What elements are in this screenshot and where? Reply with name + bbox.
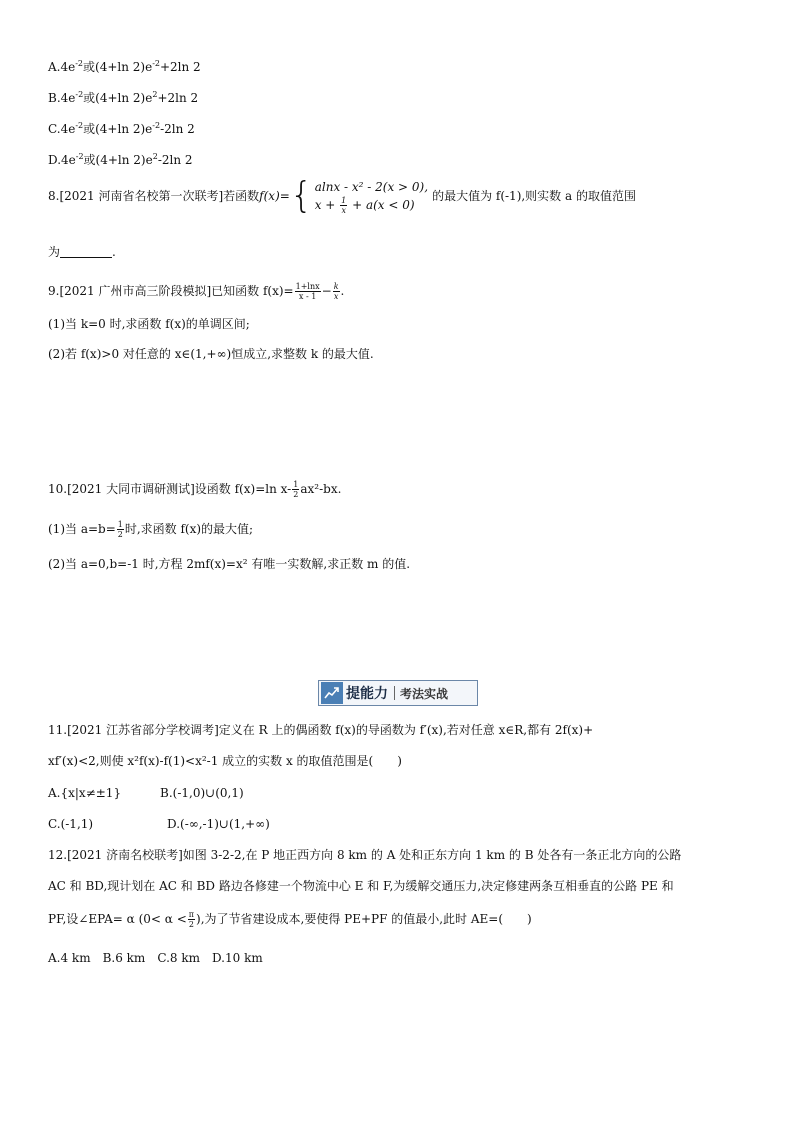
question-12-line-2: AC 和 BD,现计划在 AC 和 BD 路边各修建一个物流中心 E 和 F,为缓解交通压力,决定修建两条互相垂直的公路 PE 和 (48, 879, 674, 893)
banner-subtitle: 考法实战 (400, 686, 449, 701)
question-11-line-2: xf′(x)<2,则使 x²f(x)-f(1)<x²-1 成立的实数 x 的取值范围是( ) (48, 754, 402, 768)
banner-divider (394, 686, 395, 700)
option-11a: A.{x|x≠±1} (48, 786, 122, 800)
question-8-line-2: 为 . (48, 245, 116, 259)
option-7d: $D.4e^{-2}$或(4+ln $2)e^2-2\ln$ 2 (48, 152, 193, 167)
question-11-line-1: 11.[2021 江苏省部分学校调考]定义在 R 上的偶函数 f(x)的导函数为 f′(x),若对任意 x∈R,都有 2f(x)+ (48, 723, 594, 737)
chart-icon (321, 682, 343, 704)
option-11c: C.(-1,1) (48, 817, 94, 831)
question-12-line-3: PF,设∠EPA= α (0< α < $\frac{\pi}{2}$ ),为了节省建设成本,要使得 PE+PF 的值最小,此时 AE=( ) (48, 910, 532, 929)
piecewise-case-2: x + $\frac{1}{x}$ + a(x < 0) (314, 195, 415, 215)
question-10: 10.[2021 大同市调研测试]设函数 f(x)=ln x- $\frac{1}{2}$ ax²-bx. (48, 480, 342, 499)
question-12-options: A.4 km B.6 km C.8 km D.10 km (48, 951, 263, 965)
option-7a: $A.4e^{-2}$或(4+ln $2)e^{-2}+2\ln$ 2 (48, 59, 201, 74)
question-9-part-1: (1)当 k=0 时,求函数 f(x)的单调区间; (48, 317, 250, 331)
question-10-part-2: (2)当 a=0,b=-1 时,方程 2mf(x)=x² 有唯一实数解,求正数 m 的值. (48, 557, 411, 571)
piecewise-case-1: alnx - x² - 2(x > 0), (314, 179, 429, 194)
question-9-part-2: (2)若 f(x)>0 对任意的 x∈(1,+∞)恒成立,求整数 k 的最大值. (48, 347, 374, 361)
option-7b: $B.4e^{-2}$或(4+ln $2)e^2+2\ln$ 2 (48, 90, 199, 105)
question-8: 8.[2021 河南省名校第一次联考]若函数 f(x)= { alnx - x² - 2(x > 0), x + $\frac{1}{x}$ + a(x < 0) 的最大值为 f(-1),则实数 a 的取值范围 (48, 175, 636, 216)
option-11b: B.(-1,0)∪(0,1) (160, 786, 244, 800)
piecewise-function: { alnx - x² - 2(x > 0), x + $\frac{1}{x}$ + a(x < 0) (289, 175, 429, 216)
banner-title: 提能力 (346, 686, 388, 702)
option-11d: D.(-∞,-1)∪(1,+∞) (167, 817, 270, 831)
question-12-line-1: 12.[2021 济南名校联考]如图 3-2-2,在 P 地正西方向 8 km 的 A 处和正东方向 1 km 的 B 处各有一条正北方向的公路 (48, 848, 682, 862)
answer-blank (60, 245, 112, 258)
question-9: 9.[2021 广州市高三阶段模拟]已知函数 f(x)= $\frac{1+\ln x}{x - 1}$ − $\frac{k}{x}$ . (48, 282, 345, 301)
question-10-part-1: (1)当 a=b= $\frac{1}{2}$ 时,求函数 f(x)的最大值; (48, 520, 254, 539)
option-7c: $C.4e^{-2}$或(4+ln $2)e^{-2}-2\ln$ 2 (48, 121, 195, 136)
section-banner (318, 680, 478, 706)
